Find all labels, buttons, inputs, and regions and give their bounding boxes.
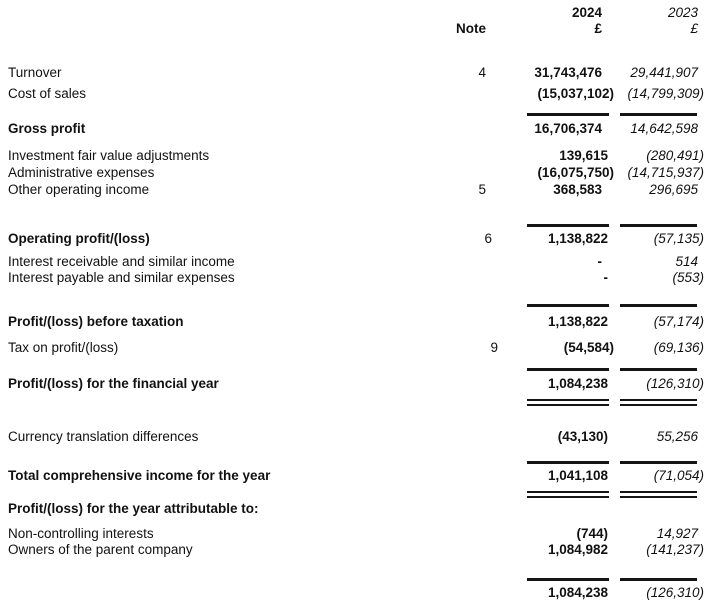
row-label: Gross profit (8, 122, 86, 136)
value-2023: (141,237) (646, 542, 704, 557)
value-2023: 296,695 (649, 182, 698, 197)
section-heading-label: Profit/(loss) for the year attributable to: (8, 502, 259, 516)
table-row-turnover (8, 66, 704, 80)
table-row-attributable-total (8, 586, 704, 600)
value-2024: (16,075,750) (537, 165, 614, 180)
note-ref: 6 (484, 231, 492, 246)
value-2023: (14,715,937) (627, 165, 704, 180)
value-2023: 14,927 (656, 526, 698, 541)
value-2024: 1,084,982 (547, 542, 608, 557)
row-label: Non-controlling interests (8, 527, 154, 541)
total-rule (620, 113, 697, 116)
value-2024: (744) (576, 526, 608, 541)
row-label: Interest receivable and similar income (8, 255, 235, 269)
table-row-non-controlling-interests (8, 527, 704, 541)
value-2023: 14,642,598 (630, 121, 698, 136)
row-label: Other operating income (8, 183, 150, 197)
table-row-operating-profit (8, 232, 704, 246)
row-label: Profit/(loss) for the financial year (8, 377, 219, 391)
table-row-profit-financial-year (8, 377, 704, 391)
currency-header-2024: £ (594, 21, 602, 36)
value-2024: 1,084,238 (547, 376, 608, 391)
row-label: Operating profit/(loss) (8, 232, 150, 246)
value-2023: (126,310) (646, 376, 704, 391)
table-row-investment-fair-value (8, 149, 704, 163)
column-header-2023: 2023 (667, 5, 698, 20)
total-rule (527, 368, 609, 371)
total-rule (527, 113, 609, 116)
value-2023: (126,310) (646, 585, 704, 600)
value-2024: (15,037,102) (537, 86, 614, 101)
total-rule (620, 368, 697, 371)
row-label: Owners of the parent company (8, 543, 193, 557)
value-2023: (14,799,309) (627, 86, 704, 101)
total-rule (620, 304, 697, 307)
table-row-profit-before-taxation (8, 315, 704, 329)
value-2023: 514 (675, 254, 698, 269)
total-rule (527, 578, 609, 581)
currency-header-2023: £ (690, 21, 698, 36)
value-2023: (553) (672, 270, 704, 285)
table-row-cost-of-sales (8, 87, 704, 101)
note-ref: 5 (478, 182, 486, 197)
row-label: Interest payable and similar expenses (8, 271, 235, 285)
column-header-2024: 2024 (571, 5, 602, 20)
row-label: Turnover (8, 66, 62, 80)
value-2023: (57,135) (653, 231, 704, 246)
value-2024: 1,138,822 (547, 314, 608, 329)
value-2024: 139,615 (559, 148, 608, 163)
row-label: Administrative expenses (8, 166, 155, 180)
row-label: Tax on profit/(loss) (8, 341, 119, 355)
value-2024: (43,130) (557, 429, 608, 444)
value-2024: 368,583 (553, 182, 602, 197)
value-2024: 1,041,108 (547, 468, 608, 483)
total-rule (527, 304, 609, 307)
total-rule (620, 224, 697, 227)
note-ref: 4 (478, 65, 486, 80)
value-2023: (71,054) (653, 468, 704, 483)
value-2024: (54,584) (563, 340, 614, 355)
double-total-rule (620, 491, 697, 498)
value-2023: (280,491) (646, 148, 704, 163)
row-label: Investment fair value adjustments (8, 149, 210, 163)
table-row-gross-profit (8, 122, 704, 136)
column-header-note: Note (456, 21, 486, 36)
table-row-tax (8, 341, 704, 355)
total-rule (620, 461, 697, 464)
row-label: Total comprehensive income for the year (8, 469, 271, 483)
double-total-rule (527, 491, 609, 498)
value-2023: 29,441,907 (630, 65, 698, 80)
table-row-interest-receivable (8, 255, 704, 269)
table-row-currency-translation (8, 430, 704, 444)
double-total-rule (527, 399, 609, 406)
table-row-interest-payable (8, 271, 704, 285)
table-row-total-comprehensive-income (8, 469, 704, 483)
total-rule (527, 461, 609, 464)
section-heading-attributable (8, 502, 704, 516)
row-label: Currency translation differences (8, 430, 199, 444)
total-rule (527, 224, 609, 227)
value-2023: (57,174) (653, 314, 704, 329)
double-total-rule (620, 399, 697, 406)
value-2023: 55,256 (656, 429, 698, 444)
value-2024: 1,084,238 (547, 585, 608, 600)
total-rule (620, 578, 697, 581)
value-2023: (69,136) (653, 340, 704, 355)
value-2024: - (603, 270, 608, 285)
value-2024: 16,706,374 (534, 121, 602, 136)
value-2024: 1,138,822 (547, 231, 608, 246)
row-label: Cost of sales (8, 87, 87, 101)
table-row-owners-parent (8, 543, 704, 557)
header-units-row (8, 22, 704, 36)
table-row-other-operating-income (8, 183, 704, 197)
note-ref: 9 (490, 340, 498, 355)
table-row-administrative-expenses (8, 166, 704, 180)
header-years-row (8, 6, 704, 20)
row-label: Profit/(loss) before taxation (8, 315, 184, 329)
value-2024: 31,743,476 (534, 65, 602, 80)
value-2024: - (597, 254, 602, 269)
